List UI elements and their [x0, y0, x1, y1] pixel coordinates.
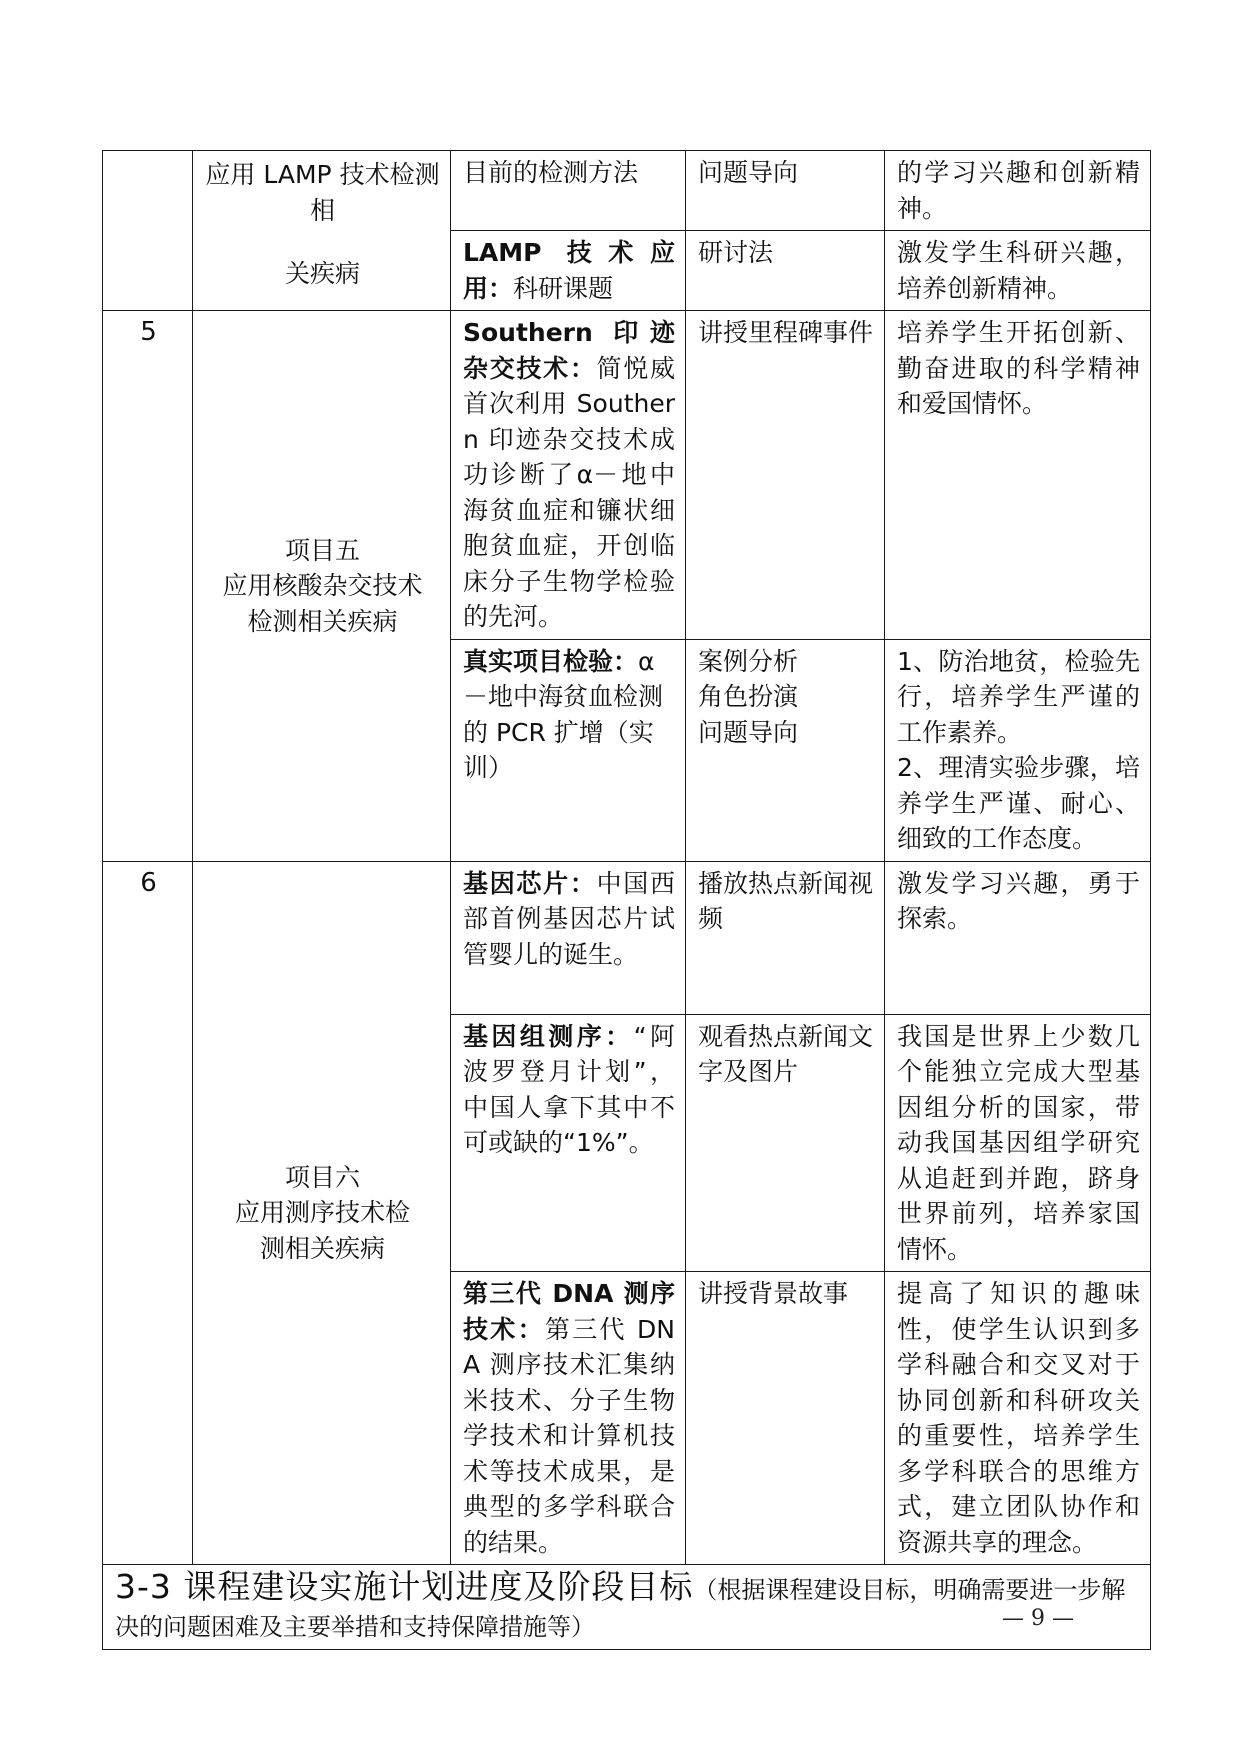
content-cell: [451, 151, 686, 231]
project-line: 项目五: [284, 535, 360, 565]
method-cell: 研讨法: [686, 231, 885, 311]
goal-cell: 激发学生科研兴趣，培养创新精神。: [885, 231, 1151, 311]
project-cell: [193, 861, 451, 1565]
section-heading: [103, 1565, 1151, 1650]
goal-line: 1、防治地贫，检验先行，培养学生严谨的工作素养。: [897, 646, 1140, 747]
content-bold: 基因芯片：: [463, 868, 597, 898]
row-number-cell: [103, 151, 193, 311]
method-cell: 讲授里程碑事件: [686, 311, 885, 640]
content-text: 简悦威首次利用 Southern 印迹杂交技术成功诊断了α－地中海贫血症和镰状细胞贫血症，开创临床分子生物学检验的先河。: [463, 353, 675, 631]
project-cell: [193, 311, 451, 862]
row-number-cell: 6: [103, 861, 193, 1565]
content-bold: 真实项目检验：: [463, 646, 639, 676]
content-cell: [451, 639, 686, 861]
project-line: 应用核酸杂交技术检测相关疾病: [222, 571, 423, 636]
content-text: 科研课题: [513, 273, 614, 303]
method-cell: 播放热点新闻视频: [686, 861, 885, 1014]
content-cell: [451, 861, 686, 1014]
course-content-table: [102, 150, 1151, 1650]
method-line: 问题导向: [698, 717, 799, 747]
goal-cell: 的学习兴趣和创新精神。: [885, 151, 1151, 231]
goal-line: 2、理清实验步骤，培养学生严谨、耐心、细致的工作态度。: [897, 753, 1140, 853]
content-text: 中国西部首例基因芯片试管婴儿的诞生。: [463, 868, 675, 969]
content-text: 第三代 DNA 测序技术汇集纳米技术、分子生物学技术和计算机技术等技术成果，是典型的多学科联合的结果。: [463, 1314, 675, 1557]
method-cell: 问题导向: [686, 151, 885, 231]
method-cell: [686, 639, 885, 861]
method-line: 角色扮演: [698, 682, 799, 711]
content-bold: 第三代 DNA 测序技术：: [463, 1279, 675, 1344]
content-text: α－地中海贫血检测的 PCR 扩增（实训）: [463, 646, 664, 782]
page-number-text: — 9 —: [1002, 1606, 1074, 1631]
content-bold: LAMP 技术应用：: [463, 238, 675, 303]
method-cell: 观看热点新闻文字及图片: [686, 1014, 885, 1272]
content-text: “阿波罗登月计划”，中国人拿下其中不可或缺的“1%”。: [463, 1021, 675, 1157]
method-cell: 讲授背景故事: [686, 1272, 885, 1565]
goal-cell: 激发学习兴趣，勇于探索。: [885, 861, 1151, 1014]
content-cell: [451, 1272, 686, 1565]
table-row: [103, 861, 1151, 1014]
table-row: [103, 151, 1151, 231]
project-line: 项目六: [284, 1162, 360, 1192]
section-row: [103, 1565, 1151, 1650]
goal-cell: [885, 639, 1151, 861]
project-line: 关疾病: [284, 259, 360, 288]
section-title: 3-3 课程建设实施计划进度及阶段目标: [115, 1567, 694, 1606]
goal-cell: 提高了知识的趣味性，使学生认识到多学科融合和交叉对于协同创新和科研攻关的重要性，培养学生多学科联合的思维方式，建立团队协作和资源共享的理念。: [885, 1272, 1151, 1565]
content-cell: [451, 231, 686, 311]
content-bold: 基因组测序：: [463, 1021, 634, 1051]
project-line: 应用测序技术检测相关疾病: [234, 1198, 410, 1263]
project-line: 应用 LAMP 技术检测相: [205, 160, 440, 225]
table-row: [103, 311, 1151, 640]
row-number-cell: 5: [103, 311, 193, 862]
content-text: 目前的检测方法: [463, 158, 639, 187]
method-line: 案例分析: [698, 646, 799, 676]
goal-cell: 我国是世界上少数几个能独立完成大型基因组分析的国家，带动我国基因组学研究从追赶到并跑，跻身世界前列，培养家国情怀。: [885, 1014, 1151, 1272]
content-cell: [451, 311, 686, 640]
goal-cell: 培养学生开拓创新、勤奋进取的科学精神和爱国情怀。: [885, 311, 1151, 640]
section-note: （根据课程建设目标，明确需要进一步解决的问题困难及主要举措和支持保障措施等）: [115, 1576, 1126, 1641]
project-cell: [193, 151, 451, 311]
content-cell: [451, 1014, 686, 1272]
content-bold: Southern 印迹杂交技术：: [463, 318, 675, 383]
